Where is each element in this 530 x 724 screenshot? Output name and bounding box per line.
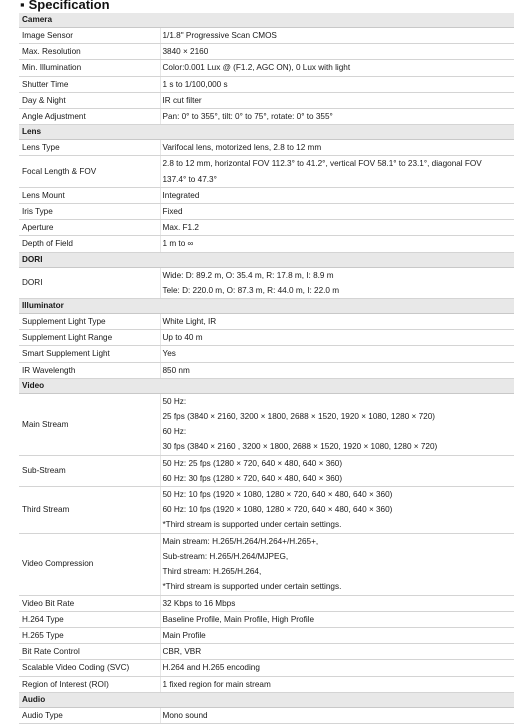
spec-row (19, 707, 514, 723)
spec-value-line: Pan: 0° to 355°, tilt: 0° to 75°, rotate: 0° to 355° (162, 112, 333, 122)
spec-row (19, 346, 514, 362)
spec-row (19, 267, 514, 298)
spec-value-line: 25 fps (3840 × 2160, 3200 × 1800, 2688 × 1520, 1920 × 1080, 1280 × 720) (162, 412, 435, 422)
spec-value-line: Sub-stream: H.265/H.264/MJPEG, (162, 551, 289, 561)
spec-label: Min. Illumination (19, 60, 160, 76)
spec-value (160, 660, 514, 676)
spec-value-line: Varifocal lens, motorized lens, 2.8 to 12 mm (162, 143, 322, 153)
spec-value-line: 1 m to ∞ (162, 239, 194, 249)
section-header (19, 13, 514, 28)
spec-value (160, 92, 514, 108)
spec-value-line: Up to 40 m (162, 333, 203, 343)
section-header (19, 125, 514, 140)
spec-row (19, 44, 514, 60)
section-header (19, 252, 514, 267)
spec-value-line: 1 s to 1/100,000 s (162, 79, 228, 89)
spec-value-line: 850 nm (162, 365, 190, 375)
spec-row (19, 140, 514, 156)
section-header (19, 299, 514, 314)
spec-value-line: 1/1.8" Progressive Scan CMOS (162, 31, 277, 40)
spec-row (19, 187, 514, 203)
spec-row (19, 236, 514, 252)
page-title-text: Specification (28, 0, 110, 12)
spec-value (160, 330, 514, 346)
spec-label: Region of Interest (ROI) (19, 676, 160, 692)
spec-value (160, 76, 514, 92)
spec-label: Main Stream (19, 393, 160, 455)
spec-label: Video Compression (19, 533, 160, 595)
spec-value (160, 611, 514, 627)
spec-row (19, 156, 514, 187)
spec-row (19, 330, 514, 346)
spec-value-line: IR cut filter (162, 95, 202, 105)
spec-value (160, 44, 514, 60)
spec-value (160, 487, 514, 534)
spec-label: Scalable Video Coding (SVC) (19, 660, 160, 676)
spec-row (19, 611, 514, 627)
spec-value (160, 267, 514, 298)
spec-value (160, 707, 514, 723)
spec-label: IR Wavelength (19, 362, 160, 378)
spec-value-line: White Light, IR (162, 317, 217, 327)
spec-row (19, 220, 514, 236)
spec-value-line: Mono sound (162, 710, 208, 720)
specification-table (19, 13, 514, 724)
spec-row (19, 533, 514, 595)
section-header (19, 378, 514, 393)
section-title: DORI (19, 252, 514, 267)
spec-row (19, 487, 514, 534)
spec-value (160, 533, 514, 595)
spec-value-line: 30 fps (3840 × 2160 , 3200 × 1800, 2688 × 1520, 1920 × 1080, 1280 × 720) (162, 442, 438, 452)
spec-value-line: CBR, VBR (162, 647, 202, 657)
section-title: Video (19, 378, 514, 393)
spec-value-line: 60 Hz: (162, 427, 187, 437)
spec-row (19, 76, 514, 92)
spec-value (160, 28, 514, 44)
section-title: Illuminator (19, 299, 514, 314)
spec-value (160, 314, 514, 330)
spec-label: Bit Rate Control (19, 644, 160, 660)
spec-value (160, 346, 514, 362)
spec-value-line: 50 Hz: 25 fps (1280 × 720, 640 × 480, 640 × 360) (162, 458, 343, 468)
spec-value-line: Max. F1.2 (162, 223, 199, 233)
spec-value-line: 3840 × 2160 (162, 47, 209, 57)
spec-label: Smart Supplement Light (19, 346, 160, 362)
spec-label: Angle Adjustment (19, 109, 160, 125)
spec-row (19, 595, 514, 611)
spec-label: Day & Night (19, 92, 160, 108)
spec-value (160, 187, 514, 203)
page-title (20, 0, 110, 14)
spec-label: Lens Mount (19, 187, 160, 203)
spec-value-line: Wide: D: 89.2 m, O: 35.4 m, R: 17.8 m, I: 8.9 m (162, 270, 334, 280)
spec-value-line: Fixed (162, 207, 183, 217)
spec-value-line: Tele: D: 220.0 m, O: 87.3 m, R: 44.0 m, I: 22.0 m (162, 285, 340, 295)
spec-value-line: Main stream: H.265/H.264/H.264+/H.265+, (162, 536, 319, 546)
spec-label: Aperture (19, 220, 160, 236)
spec-value (160, 109, 514, 125)
section-title: Lens (19, 125, 514, 140)
spec-value (160, 455, 514, 486)
spec-label: Iris Type (19, 204, 160, 220)
spec-label: Depth of Field (19, 236, 160, 252)
spec-row (19, 362, 514, 378)
spec-row (19, 676, 514, 692)
spec-label: DORI (19, 267, 160, 298)
spec-value (160, 393, 514, 455)
specification-table-body (19, 13, 514, 723)
bullet-icon: ▪ (20, 0, 25, 12)
spec-label: Audio Type (19, 707, 160, 723)
spec-row (19, 627, 514, 643)
spec-value-line: 32 Kbps to 16 Mbps (162, 598, 236, 608)
spec-label: Shutter Time (19, 76, 160, 92)
spec-value (160, 156, 514, 187)
spec-value-line: 60 Hz: 30 fps (1280 × 720, 640 × 480, 640 × 360) (162, 473, 343, 483)
spec-label: Supplement Light Type (19, 314, 160, 330)
spec-value-line: *Third stream is supported under certain settings. (162, 520, 342, 530)
spec-value-line: Color:0.001 Lux @ (F1.2, AGC ON), 0 Lux with light (162, 63, 351, 73)
spec-value-line: Third stream: H.265/H.264, (162, 567, 262, 577)
spec-label: Third Stream (19, 487, 160, 534)
spec-value (160, 644, 514, 660)
spec-value-line: Baseline Profile, Main Profile, High Profile (162, 614, 315, 624)
section-title: Camera (19, 13, 514, 28)
spec-row (19, 28, 514, 44)
spec-label: H.265 Type (19, 627, 160, 643)
spec-value (160, 595, 514, 611)
spec-label: Sub-Stream (19, 455, 160, 486)
spec-value (160, 676, 514, 692)
spec-value-line: 137.4° to 47.3° (162, 174, 217, 184)
spec-value-line: 60 Hz: 10 fps (1920 × 1080, 1280 × 720, 640 × 480, 640 × 360) (162, 505, 393, 515)
spec-value-line: 1 fixed region for main stream (162, 679, 271, 689)
spec-value (160, 140, 514, 156)
spec-value-line: 2.8 to 12 mm, horizontal FOV 112.3° to 41.2°, vertical FOV 58.1° to 23.1°, diagonal FOV (162, 159, 482, 169)
spec-value (160, 627, 514, 643)
spec-label: Lens Type (19, 140, 160, 156)
spec-row (19, 455, 514, 486)
spec-value (160, 60, 514, 76)
spec-label: Video Bit Rate (19, 595, 160, 611)
spec-row (19, 644, 514, 660)
spec-value-line: 50 Hz: 10 fps (1920 × 1080, 1280 × 720, 640 × 480, 640 × 360) (162, 490, 393, 500)
spec-value-line: 50 Hz: (162, 396, 187, 406)
spec-row (19, 660, 514, 676)
spec-value (160, 362, 514, 378)
spec-label: Max. Resolution (19, 44, 160, 60)
spec-row (19, 92, 514, 108)
spec-label: H.264 Type (19, 611, 160, 627)
spec-row (19, 204, 514, 220)
spec-row (19, 60, 514, 76)
spec-value (160, 204, 514, 220)
spec-row (19, 109, 514, 125)
spec-label: Supplement Light Range (19, 330, 160, 346)
spec-value-line: H.264 and H.265 encoding (162, 663, 260, 673)
spec-value-line: *Third stream is supported under certain settings. (162, 582, 342, 592)
spec-label: Focal Length & FOV (19, 156, 160, 187)
spec-label: Image Sensor (19, 28, 160, 44)
spec-row (19, 314, 514, 330)
section-title: Audio (19, 692, 514, 707)
spec-value (160, 220, 514, 236)
spec-row (19, 393, 514, 455)
spec-value-line: Main Profile (162, 630, 206, 640)
spec-value-line: Integrated (162, 190, 200, 200)
spec-value (160, 236, 514, 252)
spec-value-line: Yes (162, 349, 176, 359)
